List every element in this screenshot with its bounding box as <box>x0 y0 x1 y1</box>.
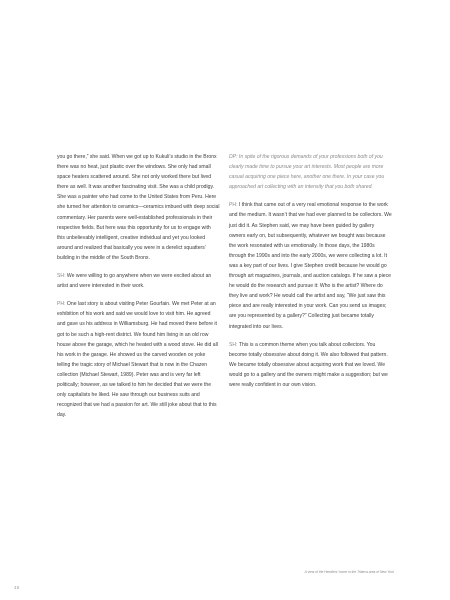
paragraph-text: One last story is about visiting Peter Gourfain. We met Peter at an exhibition of his work and said we would love to visit him. He agreed and gave us his address in Williamsburg. He had moved there before it got to be such a high-rent district. We found him living in an old row house above the garage, which he heated with a wood stove. He did all his work in the garage. He showed us the carved wooden ox yoke telling the tragic story of Michael Stewart that is now in the Chazen collection (Michael Stewart, 1989). Peter was and is very far left politically; however, as we talked to him he decided that we were the only capitalists he liked. He saw through our business suits and recognized that we had a passion for art. We still joke about that to this day. <box>57 301 218 419</box>
speaker-label: PH: <box>229 202 238 209</box>
left-text-column <box>57 152 220 428</box>
paragraph <box>229 200 392 331</box>
speaker-label: SH: <box>57 273 66 280</box>
paragraph <box>57 299 220 420</box>
paragraph <box>57 152 220 263</box>
paragraph-text: you go there,” she said. When we got up to Kukuli’s studio in the Bronx there was no heat, just plastic over the windows. She only had small space heaters scattered around. She not only worked there but lived there as well. It was another fascinating visit. She was a child prodigy. She was a painter who had come to the United States from Peru. Here she turned her attention to ceramics—ceramics imbued with deep social commentary. Her parents were well-established professionals in their respective fields. But here was this opportunity for us to engage with this unbelievably intelligent, creative individual and yet you looked around and realized that basically you were in a derelict squatters’ building in the middle of the South Bronx. <box>57 154 220 261</box>
paragraph-text: In spite of the rigorous demands of your professions both of you clearly made time to pursue your art interests. Most people are more casual acquiring one piece here, another one there. In your case you approached art collecting with an intensity that you both shared. <box>229 154 385 191</box>
image-caption: A view of the Hendlers’ home in the Tribeca area of New York <box>304 570 394 574</box>
question-paragraph <box>229 152 392 192</box>
speaker-label: PH: <box>57 301 66 308</box>
paragraph-text: We were willing to go anywhere when we were excited about an artist and were interested in their work. <box>57 273 212 290</box>
paragraph <box>229 340 392 390</box>
right-text-column <box>229 152 392 398</box>
speaker-label: DP: <box>229 154 238 160</box>
paragraph <box>57 271 220 291</box>
paragraph-text: This is a common theme when you talk about collectors. You become totally obsessive about doing it. We also followed that pattern. We became totally obsessive about acquiring work that we loved. We would go to a gallery and the owners might make a suggestion; but we were really confident in our own vision. <box>229 341 388 388</box>
paragraph-text: I think that came out of a very real emotional response to the work and the medium. It wasn’t that we had ever planned to be collectors. We just did it. As Stephen said, we may have been guided by gallery owners early on, but subsequently, whatever we bought was because the work resonated with us emotionally. In those days, the 1980s through the 1990s and into the early 2000s, we were collecting a lot. It was a key part of our lives. I give Stephen credit because he would go through art magazines, journals, and auction catalogs. If he saw a piece he would do the research and pursue it: Who is the artist? Where do they live and work? He would call the artist and say, “We just saw this piece and are really interested in your work. Can you send us images; are you represented by a gallery?” Collecting just became totally integrated into our lives. <box>229 202 392 330</box>
page-number: 48 <box>14 585 20 590</box>
speaker-label: SH: <box>229 341 238 348</box>
